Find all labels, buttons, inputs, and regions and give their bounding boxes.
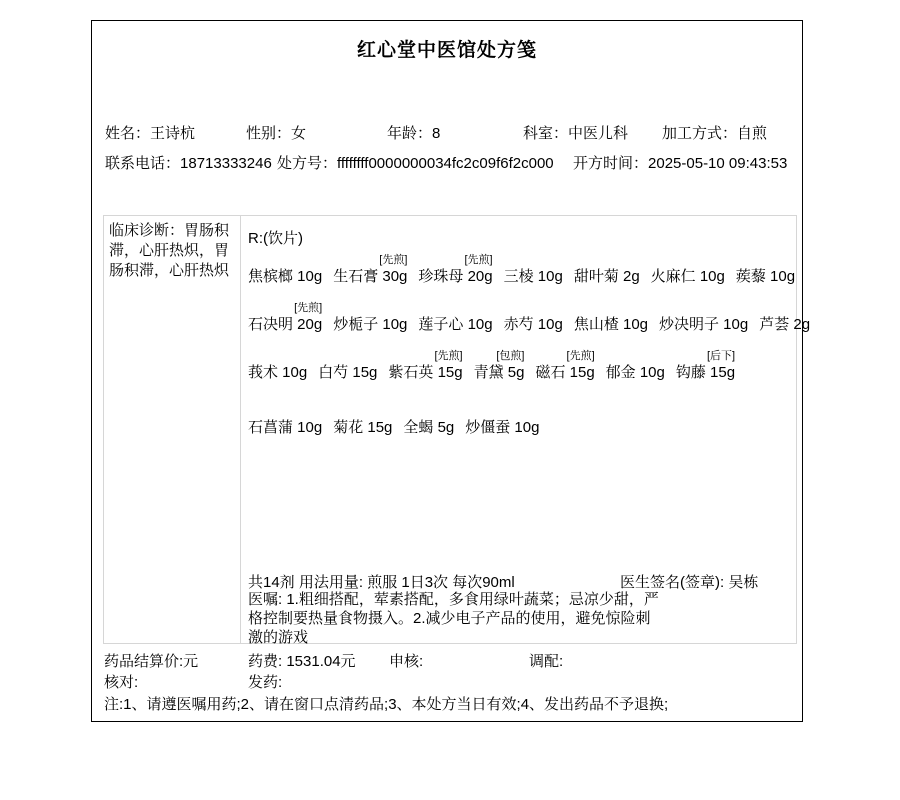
herb-row-3 (248, 349, 735, 382)
herb-name-qty: 三棱 10g (503, 268, 563, 285)
prepare-field: 调配: (529, 653, 564, 670)
herb-decoction-note: [先煎] (464, 254, 493, 266)
review-field: 申核: (389, 653, 424, 670)
herb-item (504, 253, 563, 286)
herb-decoction-note (574, 301, 648, 316)
fee-field: 药费: 1531.04元 (248, 653, 356, 670)
herb-decoction-note (248, 404, 322, 419)
herb-name-qty: 石决明 20g (248, 316, 323, 333)
herb-name-qty: 甜叶菊 2g (573, 268, 640, 285)
patient-gender-value: 女 (291, 125, 307, 142)
patient-name-value: 王诗杭 (150, 125, 196, 142)
clinical-diagnosis-text: 胃肠积滞，心肝热炽，胃肠积滞，心肝热炽 (109, 222, 230, 279)
herb-decoction-note: [先煎] (434, 350, 463, 362)
rx-number-value: ffffffff0000000034fc2c09f6f2c000 (337, 155, 554, 172)
page-title: 红心堂中医馆处方笺 (356, 40, 537, 61)
herb-decoction-note (736, 253, 795, 268)
footer-note: 注:1、请遵医嘱用药;2、请在窗口点清药品;3、本处方当日有效;4、发出药品不予退换; (104, 696, 669, 713)
patient-name-label: 姓名： (105, 125, 151, 142)
patient-name-field (105, 122, 195, 143)
herb-item (333, 301, 407, 334)
herb-decoction-note (504, 253, 563, 268)
herb-name-qty: 白芍 15g (318, 364, 378, 381)
herb-item (651, 253, 725, 286)
herb-name-qty: 紫石英 15g (388, 364, 463, 381)
patient-department-field (523, 122, 628, 143)
herb-item (333, 404, 392, 437)
issue-time-value: 2025-05-10 09:43:53 (648, 155, 788, 172)
herb-decoction-note: [包煎] (496, 350, 525, 362)
herb-decoction-note (333, 301, 407, 316)
herb-item (248, 404, 322, 437)
check-field: 核对: (104, 674, 139, 691)
herb-item (418, 253, 492, 286)
clinical-diagnosis (109, 221, 233, 281)
herb-item (574, 301, 648, 334)
herb-name-qty: 全蝎 5g (403, 419, 455, 436)
patient-gender-label: 性别： (246, 125, 292, 142)
herb-item (535, 349, 594, 382)
herb-decoction-note: [先煎] (294, 302, 323, 314)
herb-name-qty: 炒僵蚕 10g (465, 419, 540, 436)
herb-item (465, 404, 539, 437)
herb-item (248, 301, 322, 334)
processing-method-value: 自煎 (737, 125, 768, 142)
herb-name-qty: 芦荟 2g (759, 316, 811, 333)
herb-decoction-note (504, 301, 563, 316)
patient-age-value: 8 (432, 125, 441, 142)
herb-name-qty: 焦山楂 10g (573, 316, 649, 333)
dispense-field: 发药: (248, 674, 283, 691)
herb-decoction-note: [先煎] (379, 254, 408, 266)
herb-item (574, 253, 640, 286)
doctor-signature: 医生签名(签章): 吴栋 (620, 574, 759, 591)
herb-item (736, 253, 795, 286)
patient-age-label: 年龄： (387, 125, 433, 142)
settle-price-field: 药品结算价:元 (104, 653, 199, 670)
herb-name-qty: 炒决明子 10g (659, 316, 749, 333)
herb-name-qty: 莪术 10g (248, 364, 308, 381)
herb-item (248, 253, 322, 286)
herb-row-2 (248, 301, 810, 334)
herb-item (318, 349, 377, 382)
herb-item (474, 349, 525, 382)
herb-item (248, 349, 307, 382)
herb-decoction-note (248, 349, 307, 364)
herb-decoction-note (759, 301, 810, 316)
herb-decoction-note (659, 301, 748, 316)
herb-decoction-note (318, 349, 377, 364)
phone-field (105, 152, 272, 173)
herb-row-1 (248, 253, 795, 286)
herb-decoction-note (333, 404, 392, 419)
herb-item (333, 253, 407, 286)
herb-item (504, 301, 563, 334)
issue-time-field (573, 152, 787, 173)
patient-department-value: 中医儿科 (568, 125, 629, 142)
processing-method-label: 加工方式： (662, 125, 738, 142)
herb-name-qty: 生石膏 30g (333, 268, 408, 285)
patient-age-field (387, 122, 440, 143)
rx-number-field (277, 152, 554, 173)
clinical-diagnosis-label: 临床诊断： (109, 222, 185, 239)
phone-label: 联系电话： (105, 155, 181, 172)
herb-name-qty: 钩藤 15g (675, 364, 736, 381)
herb-item (676, 349, 735, 382)
processing-method-field (662, 122, 767, 143)
patient-department-label: 科室： (523, 125, 569, 142)
herb-item (759, 301, 810, 334)
herb-name-qty: 珍珠母 20g (418, 268, 493, 285)
herb-item (403, 404, 454, 437)
issue-time-label: 开方时间： (573, 155, 649, 172)
herb-name-qty: 郁金 10g (605, 364, 665, 381)
phone-value: 18713333246 (180, 155, 272, 172)
herb-name-qty: 青黛 5g (473, 364, 525, 381)
herb-decoction-note: [先煎] (566, 350, 595, 362)
herb-name-qty: 石菖蒲 10g (248, 419, 323, 436)
herb-decoction-note (465, 404, 539, 419)
herb-name-qty: 焦槟榔 10g (248, 268, 323, 285)
herb-row-4 (248, 404, 539, 437)
herb-decoction-note (574, 253, 640, 268)
herb-decoction-note (651, 253, 725, 268)
rx-header: R:(饮片) (248, 230, 303, 247)
herb-decoction-note (403, 404, 454, 419)
diagnosis-divider (240, 215, 241, 644)
rx-number-label: 处方号： (277, 155, 338, 172)
herb-name-qty: 菊花 15g (333, 419, 393, 436)
patient-gender-field (246, 122, 306, 143)
herb-item (388, 349, 462, 382)
herb-decoction-note (418, 301, 492, 316)
herb-item (659, 301, 748, 334)
herb-name-qty: 赤芍 10g (503, 316, 563, 333)
dosage-usage-line: 共14剂 用法用量: 煎服 1日3次 每次90ml (248, 574, 515, 591)
herb-decoction-note (606, 349, 665, 364)
herb-item (606, 349, 665, 382)
herb-item (418, 301, 492, 334)
herb-name-qty: 蒺藜 10g (735, 268, 796, 285)
herb-name-qty: 莲子心 10g (418, 316, 493, 333)
herb-name-qty: 磁石 15g (535, 364, 595, 381)
herb-name-qty: 炒栀子 10g (333, 316, 408, 333)
herb-name-qty: 火麻仁 10g (650, 268, 725, 285)
herb-decoction-note: [后下] (706, 350, 736, 362)
medical-advice: 医嘱: 1.粗细搭配，荤素搭配，多食用绿叶蔬菜；忌凉少甜，严格控制要热量食物摄入。2.减少电子产品的使用，避免惊险刺激的游戏 (248, 591, 659, 646)
herb-decoction-note (248, 253, 322, 268)
